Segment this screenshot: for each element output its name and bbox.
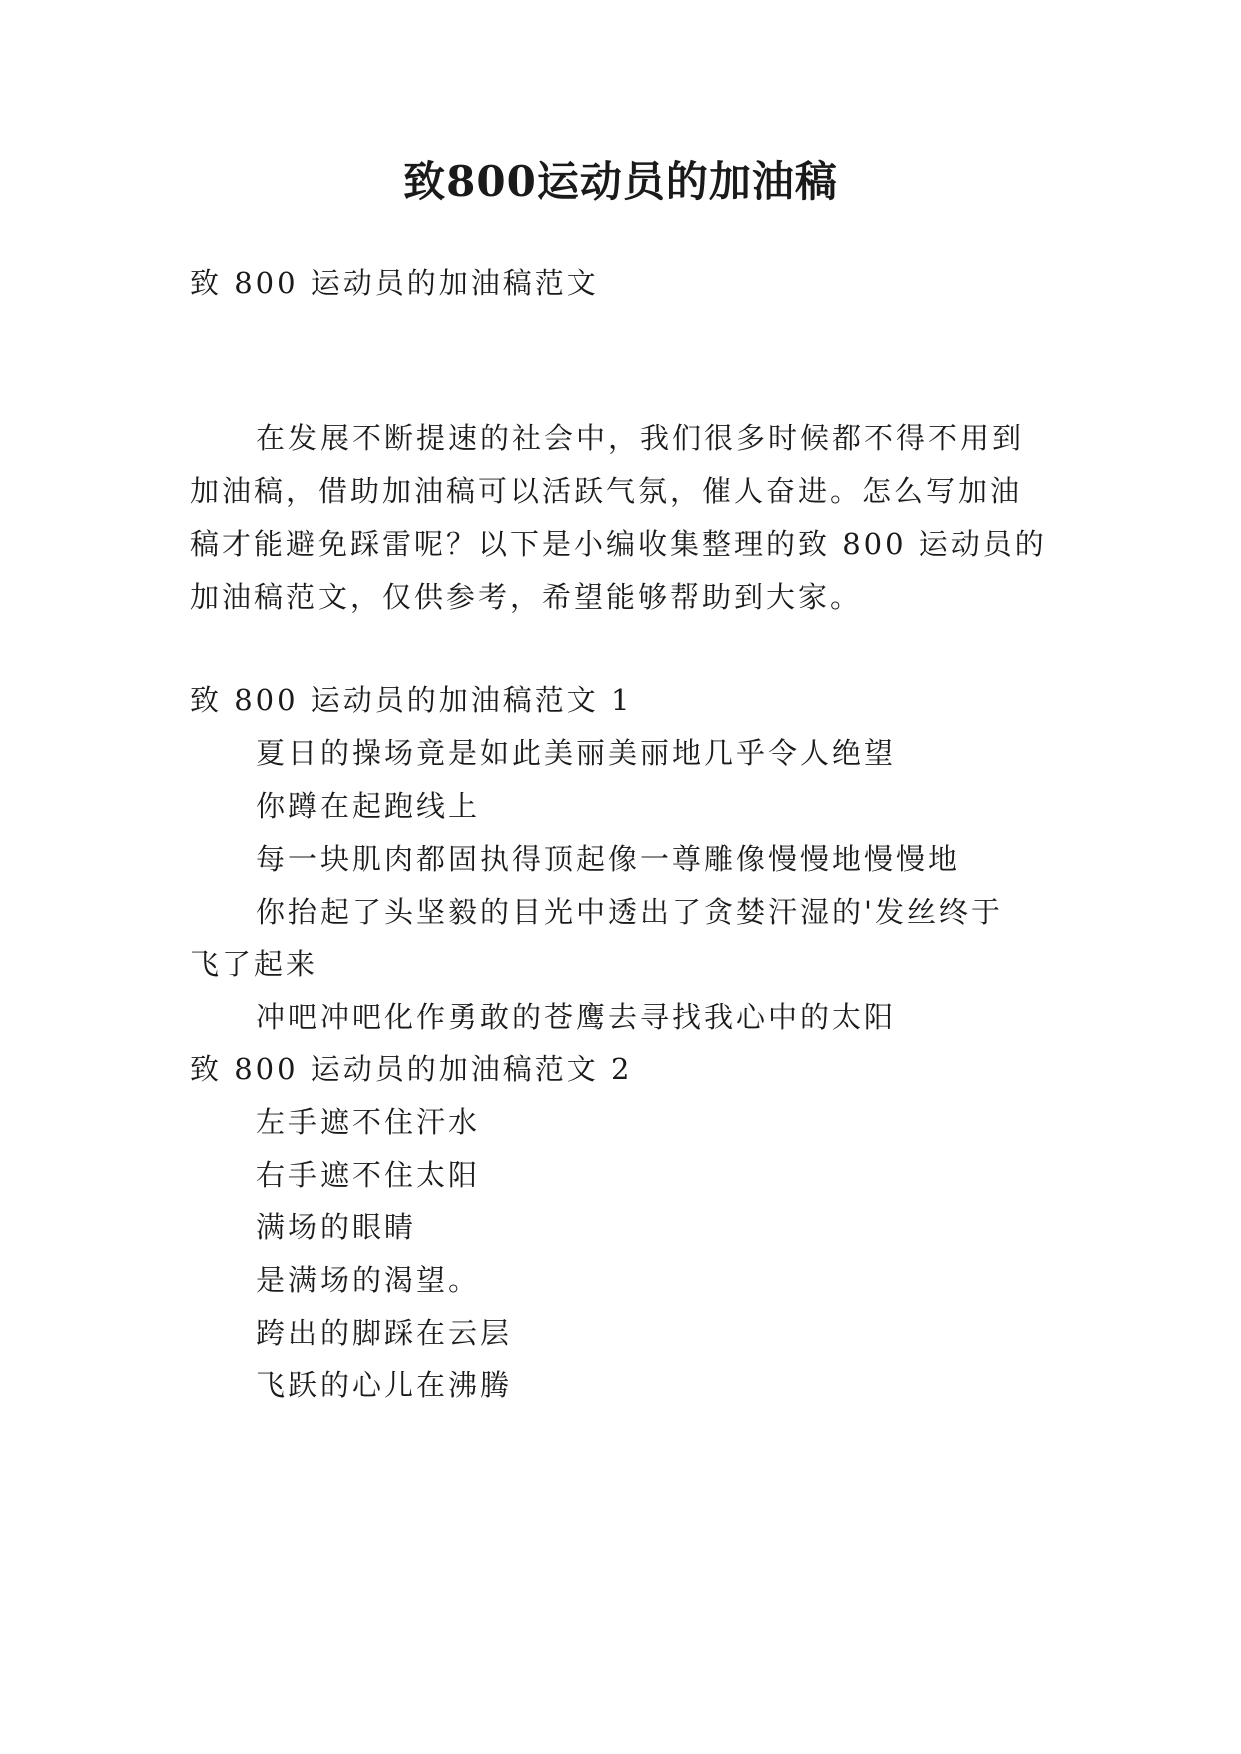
intro-line: 稿才能避免踩雷呢？以下是小编收集整理的致 800 运动员的: [190, 527, 1047, 561]
document-subtitle: 致 800 运动员的加油稿范文: [190, 266, 599, 300]
poem-line: 飞跃的心儿在沸腾: [256, 1368, 513, 1402]
intro-line: 加油稿，借助加油稿可以活跃气氛，催人奋进。怎么写加油: [190, 474, 1023, 508]
intro-line: 加油稿范文，仅供参考，希望能够帮助到大家。: [190, 580, 863, 614]
section-heading-1: 致 800 运动员的加油稿范文 1: [190, 683, 633, 717]
poem-line: 满场的眼睛: [256, 1210, 417, 1244]
document-title: 致800运动员的加油稿: [403, 157, 838, 206]
section-heading-2: 致 800 运动员的加油稿范文 2: [190, 1052, 633, 1086]
poem-line: 你蹲在起跑线上: [256, 789, 481, 823]
intro-line: 在发展不断提速的社会中，我们很多时候都不得不用到: [256, 421, 1025, 455]
poem-line: 每一块肌肉都固执得顶起像一尊雕像慢慢地慢慢地: [256, 842, 961, 876]
poem-line: 右手遮不住太阳: [256, 1158, 481, 1192]
poem-line: 你抬起了头坚毅的目光中透出了贪婪汗湿的'发丝终于: [256, 895, 1003, 929]
poem-line: 是满场的渴望。: [256, 1263, 481, 1297]
poem-line: 飞了起来: [190, 947, 319, 981]
poem-line: 左手遮不住汗水: [256, 1105, 481, 1139]
poem-line: 夏日的操场竟是如此美丽美丽地几乎令人绝望: [256, 736, 897, 770]
poem-line: 冲吧冲吧化作勇敢的苍鹰去寻找我心中的太阳: [256, 1000, 897, 1034]
poem-line: 跨出的脚踩在云层: [256, 1316, 513, 1350]
